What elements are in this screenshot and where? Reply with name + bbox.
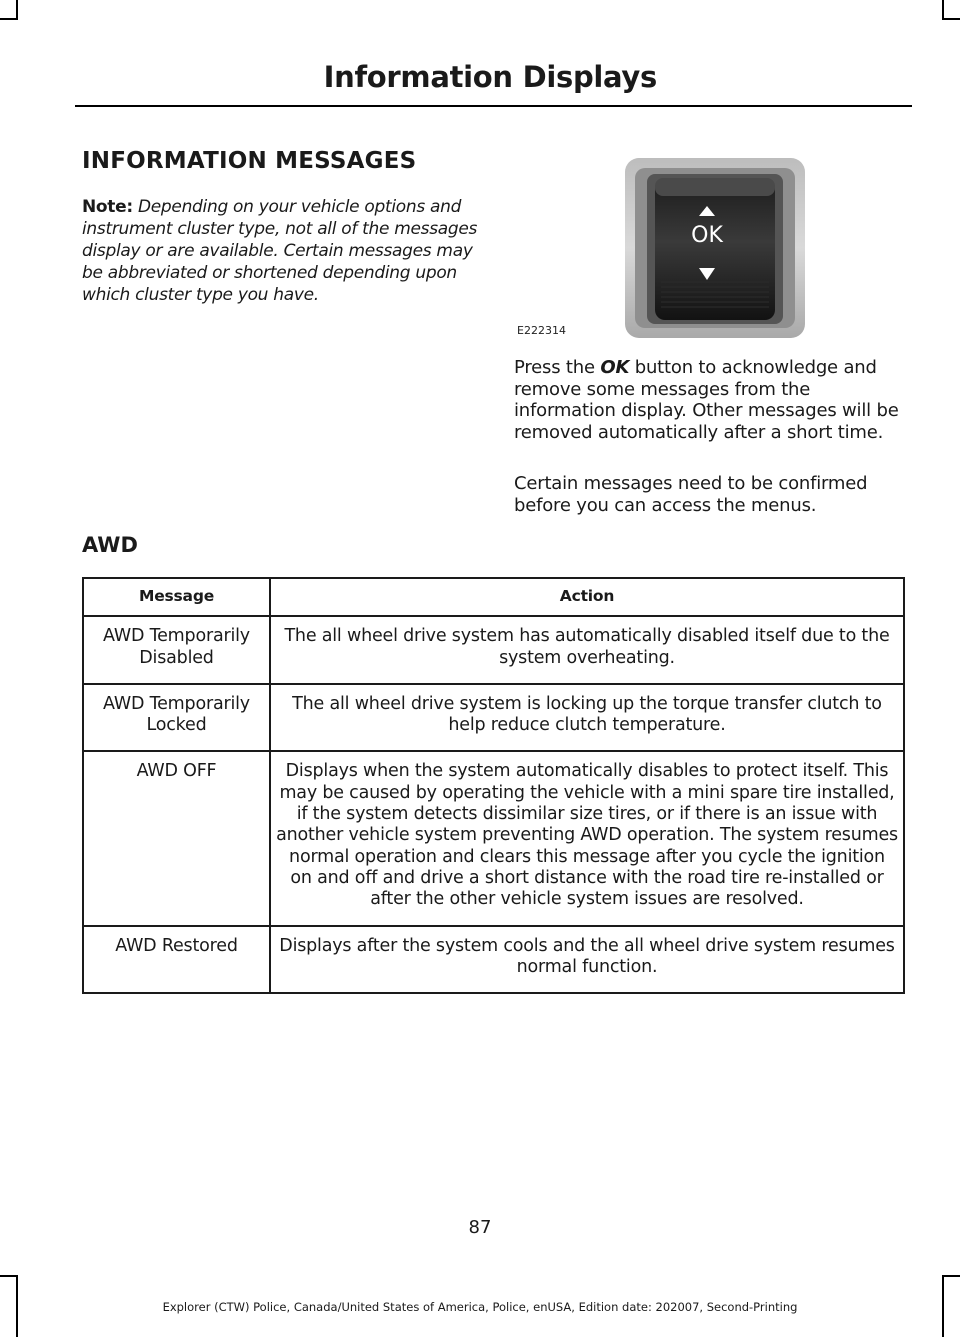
paragraph-text: Press the: [514, 357, 601, 378]
page-number: 87: [468, 1217, 492, 1238]
table-row: [83, 926, 904, 994]
note-label: Note:: [82, 197, 133, 217]
table-header-row: [83, 578, 904, 616]
awd-message-table: [82, 577, 905, 994]
ok-emphasis: OK: [600, 357, 630, 378]
edition-footer: Explorer (CTW) Police, Canada/United States of America, Police, enUSA, Edition date: 202007, Second-Printing: [162, 1300, 798, 1314]
confirm-paragraph: Certain messages need to be confirmed before you can access the menus.: [514, 473, 868, 516]
crop-mark-top-left: [16, 0, 18, 20]
action-cell: Displays after the system cools and the all wheel drive system resumes normal function.: [270, 926, 904, 994]
column-header-message: Message: [83, 578, 270, 616]
column-header-action: Action: [270, 578, 904, 616]
table-row: [83, 616, 904, 684]
action-cell: Displays when the system automatically disables to protect itself. This may be caused by operating the vehicle with a mini spare tire installed, if the system detects dissimilar size tires, or if there is an issue with another vehicle system preventing AWD operation. The system resumes normal operation and clears this message after you cycle the ignition on and off and drive a short distance with the road tire re-installed or after the other vehicle system issues are resolved.: [270, 751, 904, 925]
action-cell: The all wheel drive system has automatically disabled itself due to the system overheating.: [270, 616, 904, 684]
ok-button-label: OK: [691, 223, 723, 248]
section-heading: INFORMATION MESSAGES: [82, 148, 417, 174]
table-row: [83, 751, 904, 925]
crop-mark-top-right: [942, 0, 944, 20]
ok-button-illustration: [515, 150, 815, 345]
crop-mark-bottom-right: [942, 1275, 960, 1277]
crop-mark-bottom-left: [0, 1275, 18, 1277]
message-cell: AWD Temporarily Locked: [83, 684, 270, 752]
table-row: [83, 684, 904, 752]
header-divider: [75, 105, 912, 107]
awd-heading: AWD: [82, 533, 138, 557]
action-cell: The all wheel drive system is locking up the torque transfer clutch to help reduce clutch temperature.: [270, 684, 904, 752]
note-paragraph: [82, 196, 482, 306]
page-title: Information Displays: [323, 60, 657, 94]
message-cell: AWD Temporarily Disabled: [83, 616, 270, 684]
image-code: E222314: [517, 324, 566, 337]
crop-mark-top-left: [0, 18, 18, 20]
message-cell: AWD OFF: [83, 751, 270, 925]
paragraph-text: button to acknowledge and remove some messages from the information display. Other messages will be removed automatically after a short time.: [514, 357, 899, 443]
crop-mark-top-right: [942, 18, 960, 20]
message-cell: AWD Restored: [83, 926, 270, 994]
ok-button-paragraph: [514, 357, 906, 443]
note-text: Depending on your vehicle options and instrument cluster type, not all of the messages display or are available. Certain messages may be abbreviated or shortened depending upon which cluster type you have.: [82, 197, 478, 305]
